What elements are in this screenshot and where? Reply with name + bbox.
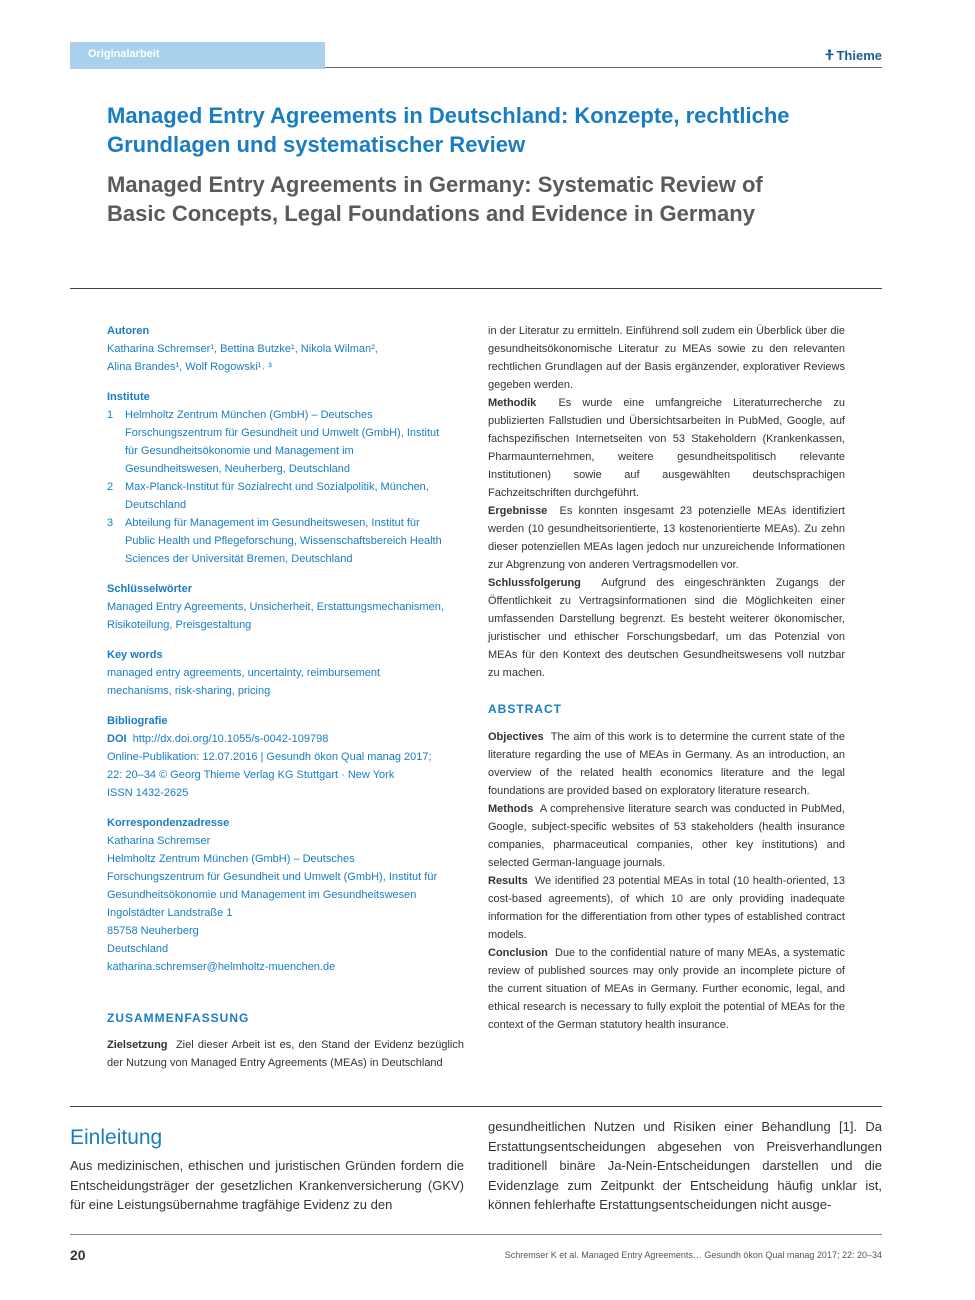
schluesselwoerter-line: Managed Entry Agreements, Unsicherheit, Erstattungsmechanismen, <box>107 601 444 613</box>
publisher-brand <box>825 48 882 63</box>
institute-item: 2 Max-Planck-Institut für Sozialrecht und Sozialpolitik, München, Deutschland <box>107 481 429 511</box>
authors-line-2: Alina Brandes¹, Wolf Rogowski¹˒ ³ <box>107 361 272 373</box>
section-tag <box>70 42 325 69</box>
korrespondenz-line: Ingolstädter Landstraße 1 <box>107 907 233 919</box>
metadata-column <box>107 322 467 976</box>
bibliografie-line: Online-Publikation: 12.07.2016 | Gesundh ökon Qual manag 2017; <box>107 751 432 763</box>
keywords-line: mechanisms, risk-sharing, pricing <box>107 685 271 697</box>
publisher-name: Thieme <box>836 48 882 63</box>
zielsetzung-paragraph <box>107 1036 464 1072</box>
abstract-heading: ABSTRACT <box>488 702 562 716</box>
schluesselwoerter-line: Risikoteilung, Preisgestaltung <box>107 619 252 631</box>
ergebnisse-label: Ergebnisse <box>488 505 548 517</box>
einleitung-left-text: Aus medizinischen, ethischen und juristischen Gründen fordern die Entscheidungsträger der gesetzlichen Krankenversicherung (GKV) für eine Leistungsübernahme tragfähige Evidenz zu den <box>70 1158 464 1212</box>
authors-label: Autoren <box>107 325 150 337</box>
results-label: Results <box>488 875 528 887</box>
schlussfolgerung-paragraph: Schlussfolgerung Aufgrund des eingeschränkten Zugangs der Öffentlichkeit zu Vertragsinformationen sind die Möglichkeiten einer umfassenden Darstellung begrenzt. Es besteht weiterer ökonomischer, juristischer und ethischer Forschungsbedarf, um das Potenzial von MEAs für den Kontext des deutschen Gesundheitswesens voll nutzbar zu machen. <box>488 577 845 679</box>
korrespondenz-line: Helmholtz Zentrum München (GmbH) – Deutsches <box>107 853 355 865</box>
methodik-paragraph: Methodik Es wurde eine umfangreiche Literaturrecherche zu publizierten Fallstudien und Übersichtsarbeiten in PubMed, Google, auf fachspezifischen Internetseiten von 53 Stakeholdern (Krankenkassen, Pharmaunternehmen, weitere gesundheitspolitisch relevante Institutionen) sowie auf ausgewählten deutschsprachigen Fachzeitschriften durchgeführt. <box>488 397 845 499</box>
thieme-icon <box>825 49 834 61</box>
korrespondenz-line: Gesundheitsökonomie und Management im Gesundheitswesen <box>107 889 417 901</box>
title-divider <box>70 288 882 289</box>
keywords-line: managed entry agreements, uncertainty, reimbursement <box>107 667 381 679</box>
title-english: Managed Entry Agreements in Germany: Systematic Review of Basic Concepts, Legal Foundations and Evidence in Germany <box>107 172 763 226</box>
title-german: Managed Entry Agreements in Deutschland: Konzepte, rechtliche Grundlagen und systematischer Review <box>107 103 790 157</box>
ergebnisse-paragraph: Ergebnisse Es konnten insgesamt 23 potenzielle MEAs identifiziert werden (10 gesundheitsorientierte, 13 kostenorientierte MEAs). Zu zehn dieser potenziellen MEAs lagen jedoch nur unzureichende Informationen zur Abgrenzung von anderen Vertragsmodellen vor. <box>488 505 845 571</box>
authors-line-1: Katharina Schremser¹, Bettina Butzke¹, Nikola Wilman², <box>107 343 378 355</box>
zielsetzung-text-left: Ziel dieser Arbeit ist es, den Stand der Evidenz bezüglich der Nutzung von Managed Entry Agreements (MEAs) in Deutschland <box>107 1039 464 1069</box>
objectives-paragraph: Objectives The aim of this work is to determine the current state of the literature regarding the use of MEAs in Germany. As an introduction, an overview of the related health economics literature and the legal foundations are provided based on exploratory literature research. <box>488 731 845 797</box>
bibliografie-line: 22: 20–34 © Georg Thieme Verlag KG Stuttgart · New York <box>107 769 395 781</box>
methods-paragraph: Methods A comprehensive literature search was conducted in PubMed, Google, subject-specific websites of 53 stakeholders (health insurance companies, pharmaceutical companies, other key institutions) and selected German-language journals. <box>488 803 845 869</box>
zielsetzung-label: Zielsetzung <box>107 1039 168 1051</box>
korrespondenz-line: Forschungszentrum für Gesundheit und Umwelt (GmbH), Institut für <box>107 871 438 883</box>
section-tag-label: Originalarbeit <box>88 48 160 60</box>
korrespondenz-email[interactable]: katharina.schremser@helmholtz-muenchen.de <box>107 961 336 973</box>
einleitung-heading: Einleitung <box>70 1126 163 1149</box>
schluesselwoerter-label: Schlüsselwörter <box>107 583 192 595</box>
institute-label: Institute <box>107 391 150 403</box>
footer-rule <box>70 1234 882 1235</box>
institute-item: 3 Abteilung für Management im Gesundheitswesen, Institut für Public Health und Pflegeforschung, Wissenschaftsbereich Health Sciences der Universität Bremen, Deutschland <box>107 517 442 565</box>
header-rule <box>325 67 882 68</box>
objectives-label: Objectives <box>488 731 544 743</box>
korrespondenz-line: 85758 Neuherberg <box>107 925 199 937</box>
abstract-column <box>488 322 845 1034</box>
keywords-label: Key words <box>107 649 163 661</box>
korrespondenz-line: Katharina Schremser <box>107 835 211 847</box>
einleitung-right-text: gesundheitlichen Nutzen und Risiken einer Behandlung [1]. Da Erstattungsentscheidungen abgesehen von Preisverhandlungen traditionell binäre Ja-Nein-Entscheidungen darstellen und die Evidenzlage zum Zeitpunkt der Entscheidung häufig unklar ist, können fehlerhafte Erstattungsentscheidungen nicht ausge- <box>488 1119 882 1212</box>
doi-link[interactable]: http://dx.doi.org/10.1055/s-0042-109798 <box>132 733 329 745</box>
body-divider <box>70 1106 882 1107</box>
doi-line: DOI http://dx.doi.org/10.1055/s-0042-109798 <box>107 733 329 745</box>
conclusion-paragraph: Conclusion Due to the confidential nature of many MEAs, a systematic review of published sources may only provide an incomplete picture of the current situation of MEAs in Germany. Further economic, legal, and ethical research is necessary to fully exploit the potential of MEAs for the context of the German statutory health insurance. <box>488 947 845 1031</box>
footer-citation: Schremser K et al. Managed Entry Agreements… Gesundh ökon Qual manag 2017; 22: 20–34 <box>504 1250 882 1260</box>
methods-label: Methods <box>488 803 534 815</box>
zusammenfassung-heading: ZUSAMMENFASSUNG <box>107 1011 250 1025</box>
korrespondenz-line: Deutschland <box>107 943 169 955</box>
bibliografie-line: ISSN 1432-2625 <box>107 787 189 799</box>
methodik-label: Methodik <box>488 397 537 409</box>
results-paragraph: Results We identified 23 potential MEAs in total (10 health-oriented, 13 cost-based agreements), of which 10 are only providing inadequate information for the differentiation from other types of established contract models. <box>488 875 845 941</box>
bibliografie-label: Bibliografie <box>107 715 168 727</box>
conclusion-label: Conclusion <box>488 947 548 959</box>
korrespondenz-label: Korrespondenzadresse <box>107 817 230 829</box>
institute-item: 1 Helmholtz Zentrum München (GmbH) – Deutsches Forschungszentrum für Gesundheit und Umwelt (GmbH), Institut für Gesundheitsökonomie und Management im Gesundheitswesen, Neuherberg, Deutschland <box>107 409 440 475</box>
zielsetzung-continued: in der Literatur zu ermitteln. Einführend soll zudem ein Überblick über die gesundheitsökonomische Literatur zu MEAs sowie zu den relevanten rechtlichen Grundlagen auf der Basis ergänzender, explorativer Reviews gegeben werden. <box>488 325 845 391</box>
page-number: 20 <box>70 1247 86 1263</box>
schlussfolgerung-label: Schlussfolgerung <box>488 577 581 589</box>
